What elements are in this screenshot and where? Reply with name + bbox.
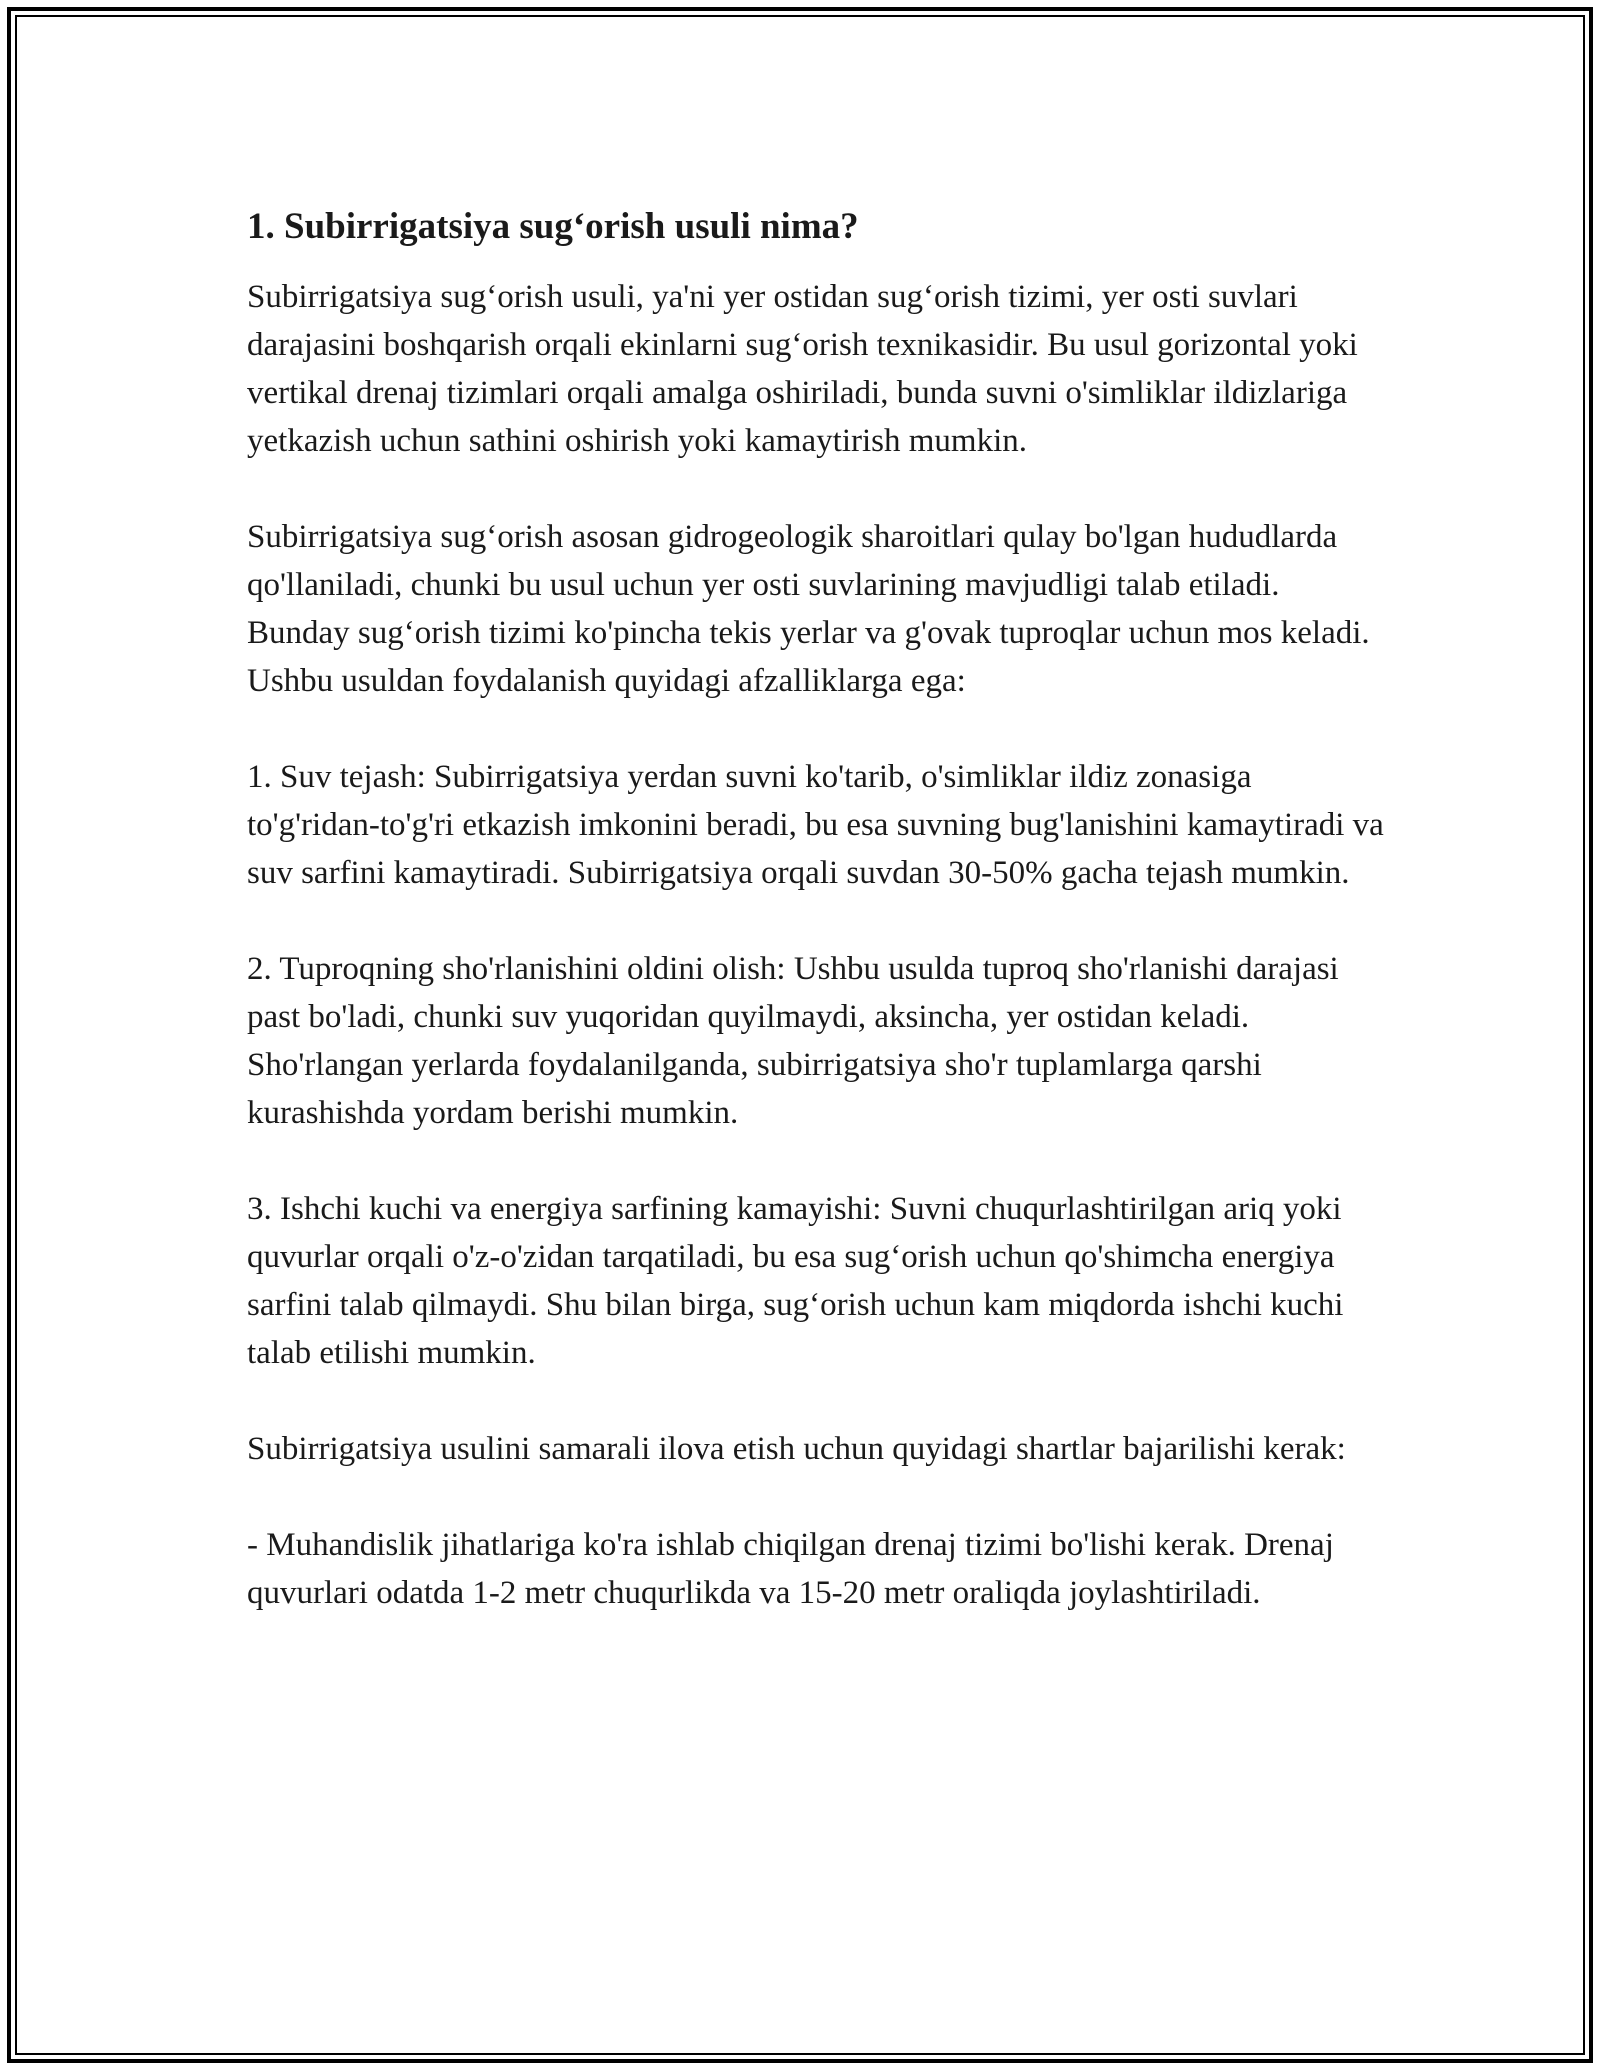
paragraph-advantage-water-saving: 1. Suv tejash: Subirrigatsiya yerdan suvni ko'tarib, o'simliklar ildiz zonasiga to'g'ridan-to'g'ri etkazish imkonini beradi, bu esa suvning bug'lanishini kamaytiradi va suv sarfini kamaytiradi. Subirrigatsiya orqali suvdan 30-50% gacha tejash mumkin.: [247, 759, 1384, 891]
document-body: [247, 201, 1387, 1617]
paragraph-intro: Subirrigatsiya sug‘orish usuli, ya'ni yer ostidan sug‘orish tizimi, yer osti suvlari darajasini boshqarish orqali ekinlarni sug‘orish texnikasidir. Bu usul gorizontal yoki vertikal drenaj tizimlari orqali amalga oshiriladi, bunda suvni o'simliklar ildizlariga yetkazish uchun sathini oshirish yoki kamaytirish mumkin.: [247, 279, 1358, 459]
document-heading: 1. Subirrigatsiya sug‘orish usuli nima?: [247, 206, 859, 247]
paragraph-conditions: Subirrigatsiya sug‘orish asosan gidrogeologik sharoitlari qulay bo'lgan hududlarda qo'llaniladi, chunki bu usul uchun yer osti suvlarining mavjudligi talab etiladi. Bunday sug‘orish tizimi ko'pincha tekis yerlar va g'ovak tuproqlar uchun mos keladi. Ushbu usuldan foydalanish quyidagi afzalliklarga ega:: [247, 519, 1370, 699]
page-frame: [7, 7, 1593, 2063]
paragraph-requirement-drainage: - Muhandislik jihatlariga ko'ra ishlab chiqilgan drenaj tizimi bo'lishi kerak. Drenaj quvurlari odatda 1-2 metr chuqurlikda va 15-20 metr oraliqda joylashtiriladi.: [247, 1527, 1334, 1611]
paragraph-requirements-intro: Subirrigatsiya usulini samarali ilova etish uchun quyidagi shartlar bajarilishi kerak:: [247, 1431, 1346, 1467]
paragraph-advantage-labor-energy: 3. Ishchi kuchi va energiya sarfining kamayishi: Suvni chuqurlashtirilgan ariq yoki quvurlar orqali o'z-o'zidan tarqatiladi, bu esa sug‘orish uchun qo'shimcha energiya sarfini talab qilmaydi. Shu bilan birga, sug‘orish uchun kam miqdorda ishchi kuchi talab etilishi mumkin.: [247, 1191, 1344, 1371]
paragraph-advantage-salinity: 2. Tuproqning sho'rlanishini oldini olish: Ushbu usulda tuproq sho'rlanishi darajasi past bo'ladi, chunki suv yuqoridan quyilmaydi, aksincha, yer ostidan keladi. Sho'rlangan yerlarda foydalanilganda, subirrigatsiya sho'r tuplamlarga qarshi kurashishda yordam berishi mumkin.: [247, 951, 1339, 1131]
